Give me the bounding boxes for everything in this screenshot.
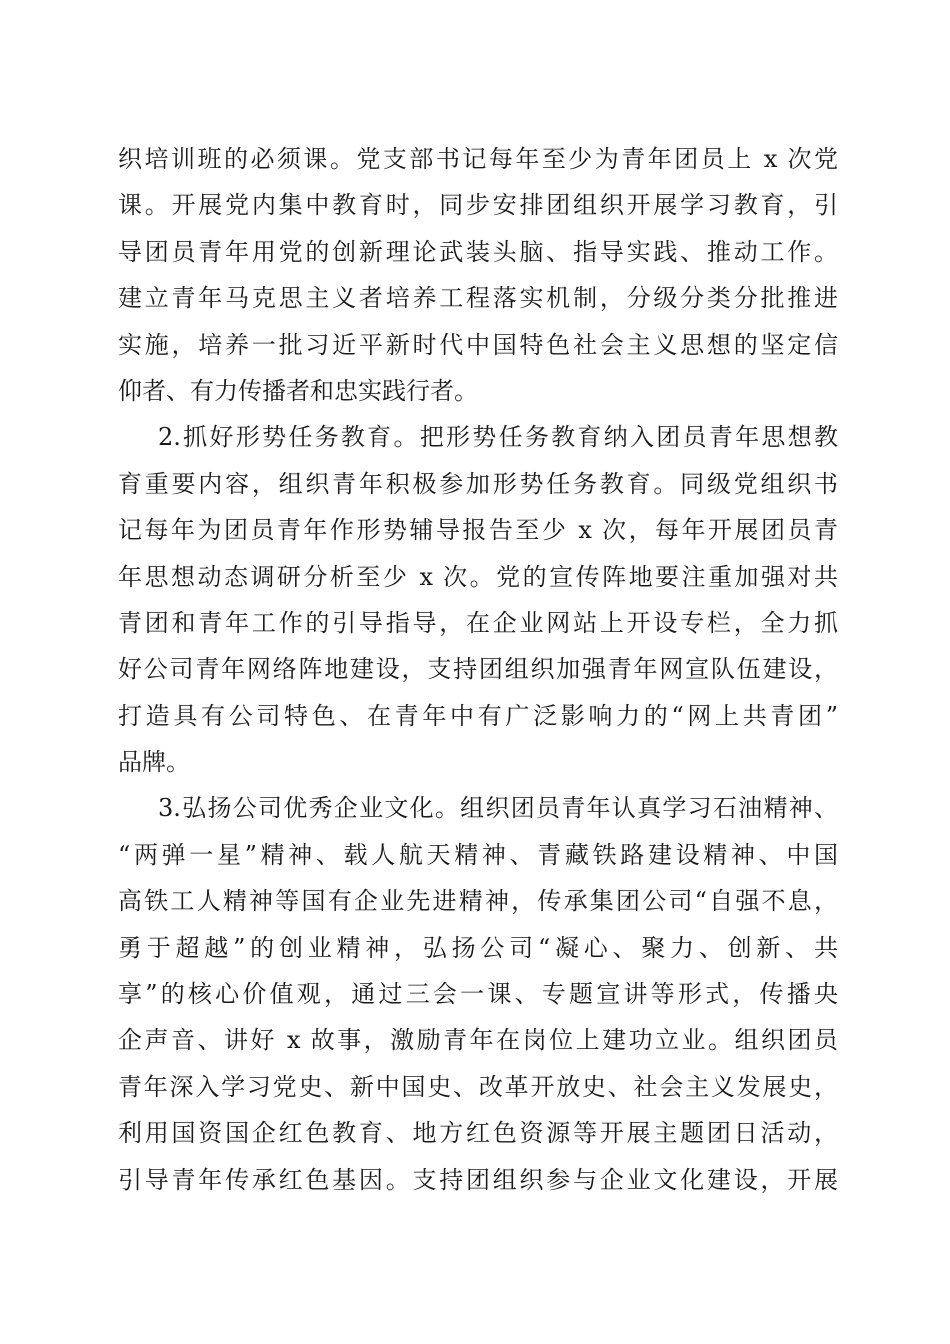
- text-line: 勇于超越”的创业精神，弘扬公司“凝心、聚力、创新、共: [118, 933, 838, 962]
- text-line: “两弹一星”精神、载人航天精神、青藏铁路建设精神、中国: [118, 840, 838, 869]
- text-line: 享”的核心价值观，通过三会一课、专题宣讲等形式，传播央: [118, 980, 838, 1009]
- paragraph-continuation: [118, 136, 838, 414]
- text-line: 打造具有公司特色、在青年中有广泛影响力的“网上共青团”: [118, 701, 838, 730]
- text-line: 好公司青年网络阵地建设，支持团组织加强青年网宣队伍建设，: [118, 655, 838, 684]
- text-line: 仰者、有力传播者和忠实践行者。: [118, 376, 478, 405]
- text-line: 实施，培养一批习近平新时代中国特色社会主义思想的坚定信: [118, 330, 838, 359]
- text-line: 3.弘扬公司优秀企业文化。组织团员青年认真学习石油精神、: [158, 794, 838, 823]
- text-line: 记每年为团员青年作形势辅导报告至少 x 次，每年开展团员青: [118, 516, 838, 545]
- text-line: 引导青年传承红色基因。支持团组织参与企业文化建设，开展: [118, 1165, 838, 1194]
- text-line: 导团员青年用党的创新理论武装头脑、指导实践、推动工作。: [118, 237, 838, 266]
- text-line: 高铁工人精神等国有企业先进精神，传承集团公司“自强不息，: [118, 887, 838, 916]
- text-line: 织培训班的必须课。党支部书记每年至少为青年团员上 x 次党: [118, 145, 838, 173]
- text-line: 企声音、讲好 x 故事，激励青年在岗位上建功立业。组织团员: [118, 1026, 838, 1055]
- text-line: 建立青年马克思主义者培养工程落实机制，分级分类分批推进: [118, 284, 838, 313]
- paragraph-situation-education: [118, 414, 838, 785]
- text-line: 青年深入学习党史、新中国史、改革开放史、社会主义发展史，: [118, 1072, 838, 1101]
- paragraph-corporate-culture: [118, 785, 838, 1203]
- text-line: 育重要内容，组织青年积极参加形势任务教育。同级党组织书: [118, 469, 838, 498]
- text-line: 2.抓好形势任务教育。把形势任务教育纳入团员青年思想教: [158, 423, 838, 452]
- text-line: 青团和青年工作的引导指导，在企业网站上开设专栏，全力抓: [118, 608, 838, 637]
- text-line: 年思想动态调研分析至少 x 次。党的宣传阵地要注重加强对共: [118, 562, 838, 591]
- text-line: 利用国资国企红色教育、地方红色资源等开展主题团日活动，: [118, 1119, 838, 1148]
- text-line: 品牌。: [118, 748, 190, 777]
- document-body: [118, 136, 838, 1203]
- text-line: 课。开展党内集中教育时，同步安排团组织开展学习教育，引: [118, 191, 838, 220]
